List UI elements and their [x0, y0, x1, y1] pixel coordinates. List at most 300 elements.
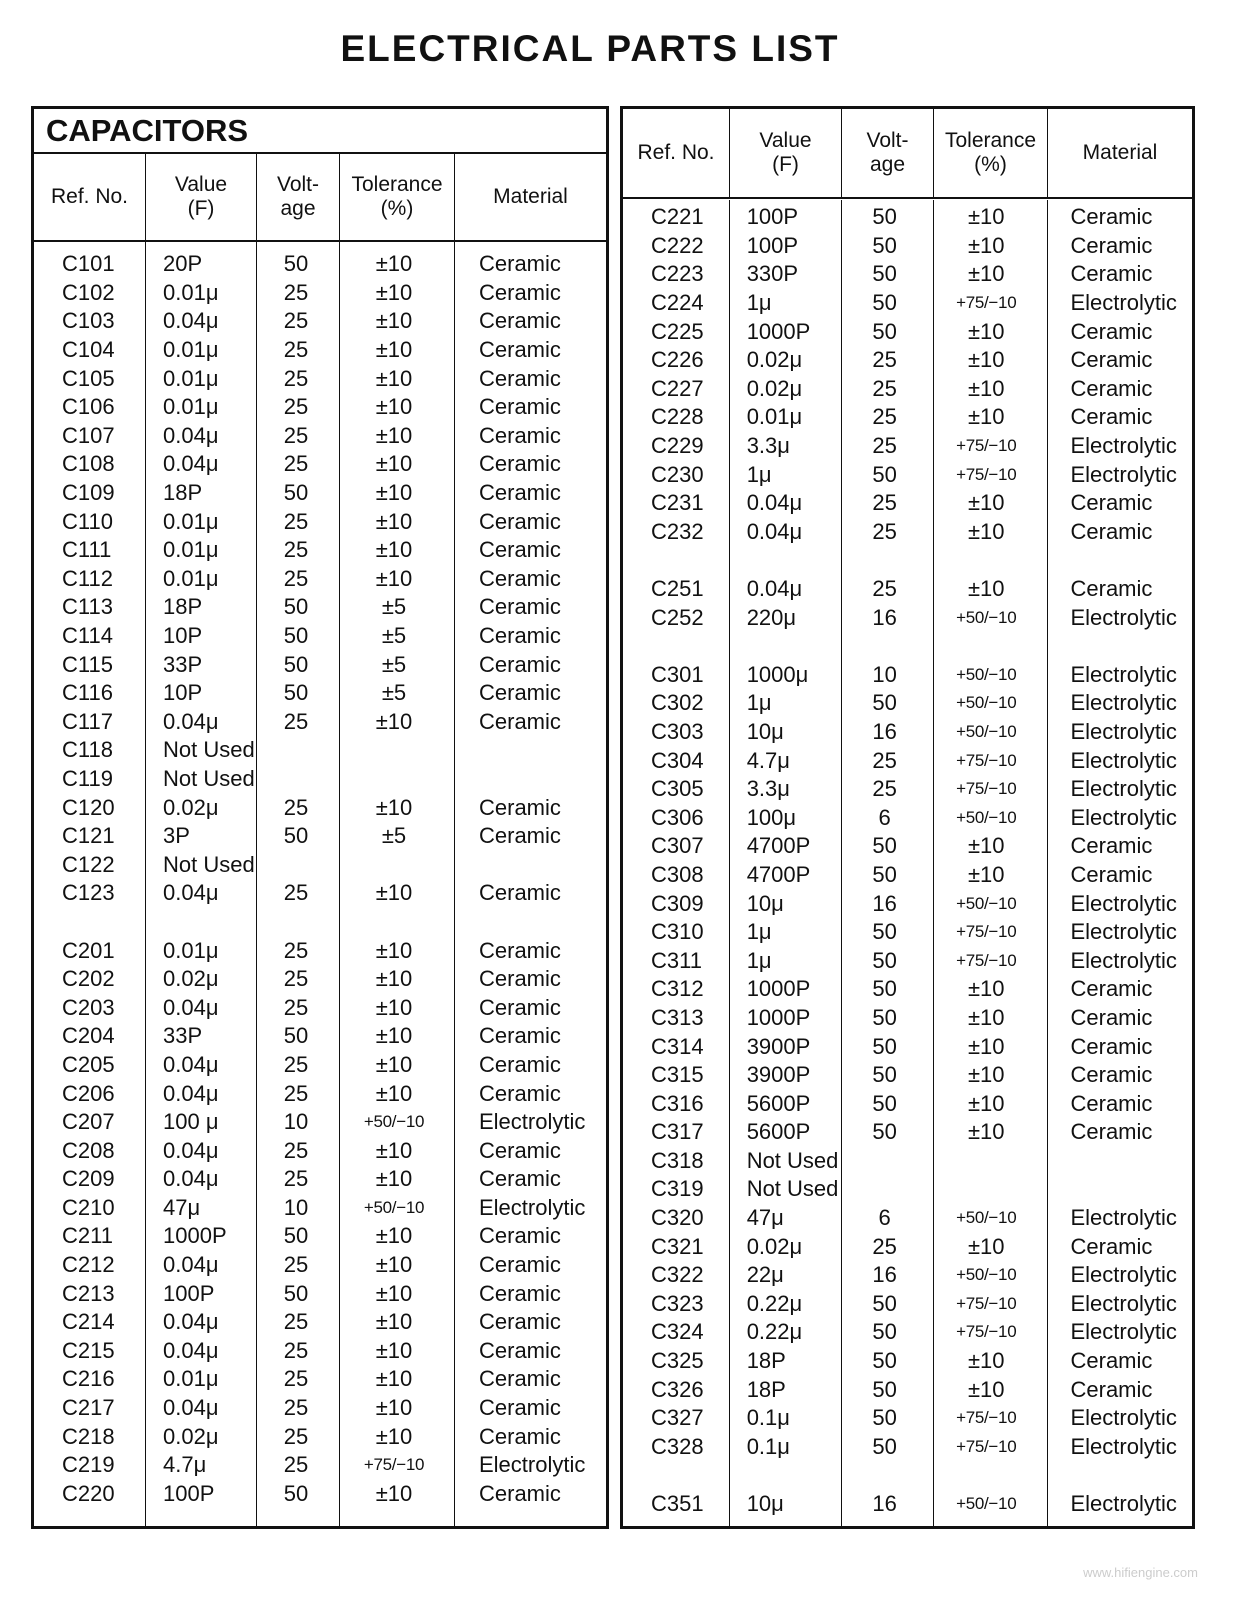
cell-tolerance: ±10: [375, 365, 413, 391]
cell-tolerance: ±10: [967, 1233, 1005, 1259]
header-volt-l1: Volt-: [866, 129, 909, 152]
watermark: www.hifiengine.com: [1083, 1565, 1198, 1580]
cell-voltage: 50: [283, 651, 309, 677]
cell-material: Ceramic: [479, 823, 561, 849]
cell-value: 0.01μ: [163, 394, 219, 420]
cell-value: 1000P: [746, 318, 811, 344]
cell-value: 10P: [163, 623, 203, 649]
table-row: [623, 1175, 1192, 1204]
cell-ref-no: C307: [651, 833, 704, 859]
cell-tolerance: ±10: [375, 1366, 413, 1392]
cell-voltage: 25: [283, 1252, 309, 1278]
cell-material: Electrolytic: [1070, 747, 1177, 773]
cell-value: Not Used: [163, 737, 255, 763]
capacitors-table-right: [620, 106, 1195, 1529]
cell-tolerance: +75/−10: [363, 1455, 425, 1475]
cell-value: 1μ: [746, 290, 772, 316]
cell-material: Ceramic: [479, 623, 561, 649]
cell-voltage: 25: [283, 1452, 309, 1478]
cell-value: 0.02μ: [746, 375, 803, 401]
cell-voltage: 50: [872, 861, 897, 887]
cell-tolerance: +50/−10: [363, 1112, 425, 1132]
cell-voltage: 50: [872, 1119, 897, 1145]
cell-value: 1000P: [163, 1223, 227, 1249]
cell-voltage: 25: [872, 747, 897, 773]
cell-value: 0.02μ: [163, 794, 219, 820]
cell-ref-no: C104: [62, 337, 115, 363]
cell-material: Electrolytic: [1070, 1319, 1177, 1345]
cell-tolerance: ±10: [967, 861, 1005, 887]
cell-tolerance: ±10: [967, 204, 1005, 230]
table-row: [34, 1222, 606, 1251]
header-tolerance-label: [945, 129, 1036, 177]
cell-ref-no: C123: [62, 880, 115, 906]
cell-voltage: 25: [283, 1137, 309, 1163]
cell-voltage: 50: [872, 1004, 897, 1030]
header-tol-l2: (%): [380, 197, 414, 220]
cell-material: Ceramic: [479, 1337, 561, 1363]
cell-tolerance: ±10: [375, 565, 413, 591]
cell-material: Ceramic: [479, 708, 561, 734]
cell-voltage: 25: [283, 365, 309, 391]
cell-voltage: 10: [872, 661, 897, 687]
cell-material: Ceramic: [1070, 232, 1153, 258]
cell-value: Not Used: [163, 765, 255, 791]
cell-material: Electrolytic: [1070, 690, 1177, 716]
cell-value: 0.02μ: [746, 1233, 803, 1259]
cell-voltage: 50: [872, 1405, 897, 1431]
table-row: [34, 822, 606, 851]
cell-value: 18P: [163, 594, 203, 620]
cell-tolerance: +50/−10: [956, 1494, 1017, 1514]
table-row: [34, 793, 606, 822]
table-row: [34, 736, 606, 765]
cell-ref-no: C121: [62, 823, 115, 849]
cell-ref-no: C231: [651, 490, 704, 516]
table-row: [623, 1433, 1192, 1462]
cell-voltage: 50: [283, 823, 309, 849]
cell-material: Electrolytic: [1070, 890, 1177, 916]
cell-material: Electrolytic: [1070, 461, 1177, 487]
cell-ref-no: C327: [651, 1405, 704, 1431]
cell-material: Electrolytic: [1070, 1405, 1177, 1431]
cell-tolerance: ±10: [375, 337, 413, 363]
table-row: [623, 289, 1192, 318]
cell-tolerance: ±10: [375, 279, 413, 305]
table-row: [623, 803, 1192, 832]
cell-tolerance: ±10: [967, 261, 1005, 287]
cell-tolerance: ±10: [375, 1137, 413, 1163]
cell-tolerance: ±10: [375, 1337, 413, 1363]
cell-material: Ceramic: [479, 880, 561, 906]
cell-ref-no: C312: [651, 976, 704, 1002]
table-row: [623, 403, 1192, 432]
cell-ref-no: C351: [651, 1491, 704, 1517]
header-material: [455, 154, 606, 240]
cell-material: Electrolytic: [1070, 433, 1177, 459]
table-row: [34, 679, 606, 708]
header-material-label: Material: [1082, 141, 1158, 164]
cell-ref-no: C222: [651, 232, 704, 258]
table-row: [623, 460, 1192, 489]
cell-material: Ceramic: [479, 994, 561, 1020]
table-row: [623, 518, 1192, 547]
table-row: [34, 1394, 606, 1423]
cell-tolerance: ±10: [375, 422, 413, 448]
cell-material: Ceramic: [1070, 861, 1153, 887]
cell-ref-no: C308: [651, 861, 704, 887]
table-row: [623, 346, 1192, 375]
cell-ref-no: C102: [62, 279, 115, 305]
cell-ref-no: C119: [62, 765, 113, 791]
cell-tolerance: ±5: [381, 823, 407, 849]
cell-tolerance: +75/−10: [956, 293, 1017, 313]
cell-voltage: 25: [283, 422, 309, 448]
cell-tolerance: ±10: [967, 375, 1005, 401]
cell-voltage: 50: [283, 251, 309, 277]
cell-value: 1μ: [746, 690, 772, 716]
header-tol-l2: (%): [974, 153, 1007, 176]
cell-value: 3.3μ: [746, 776, 790, 802]
table-row: [34, 1251, 606, 1280]
cell-voltage: 50: [872, 1376, 897, 1402]
cell-voltage: 25: [283, 279, 309, 305]
cell-voltage: 50: [872, 290, 897, 316]
table-row: [623, 889, 1192, 918]
cell-tolerance: ±10: [375, 1423, 413, 1449]
table-row: [34, 1279, 606, 1308]
cell-value: 10μ: [746, 718, 784, 744]
table-row: [34, 622, 606, 651]
cell-ref-no: C205: [62, 1051, 115, 1077]
cell-ref-no: C202: [62, 966, 115, 992]
cell-tolerance: +75/−10: [956, 1293, 1017, 1313]
header-value-l2: (F): [187, 197, 215, 220]
cell-value: 4700P: [746, 861, 811, 887]
table-row: [34, 1480, 606, 1509]
cell-voltage: 16: [872, 890, 897, 916]
header-voltage-label: [866, 129, 908, 177]
cell-voltage: 25: [283, 565, 309, 591]
cell-material: Ceramic: [479, 1223, 561, 1249]
cell-material: Ceramic: [479, 966, 561, 992]
cell-ref-no: C252: [651, 604, 704, 630]
cell-ref-no: C219: [62, 1452, 115, 1478]
cell-value: 18P: [163, 480, 203, 506]
cell-tolerance: ±10: [375, 451, 413, 477]
table-row: [34, 250, 606, 279]
cell-tolerance: ±10: [375, 1395, 413, 1421]
cell-voltage: 50: [872, 1033, 897, 1059]
cell-tolerance: ±10: [967, 318, 1005, 344]
cell-material: Ceramic: [1070, 204, 1153, 230]
cell-material: Ceramic: [1070, 576, 1153, 602]
cell-tolerance: ±10: [375, 480, 413, 506]
cell-material: Electrolytic: [1070, 804, 1177, 830]
table-row: [623, 432, 1192, 461]
cell-ref-no: C323: [651, 1290, 704, 1316]
cell-tolerance: +75/−10: [956, 1322, 1017, 1342]
cell-material: Ceramic: [479, 1023, 561, 1049]
cell-tolerance: ±10: [967, 1004, 1005, 1030]
cell-material: Ceramic: [479, 565, 561, 591]
cell-ref-no: C316: [651, 1090, 704, 1116]
table-row: [34, 422, 606, 451]
cell-voltage: 50: [283, 1280, 309, 1306]
table-row: [623, 1032, 1192, 1061]
cell-ref-no: C209: [62, 1166, 115, 1192]
cell-value: 0.1μ: [746, 1405, 790, 1431]
cell-voltage: 25: [872, 490, 897, 516]
cell-ref-no: C122: [62, 851, 115, 877]
cell-ref-no: C214: [62, 1309, 115, 1335]
cell-tolerance: ±10: [967, 1033, 1005, 1059]
cell-material: Ceramic: [479, 1252, 561, 1278]
cell-ref-no: C115: [62, 651, 113, 677]
table-row: [34, 279, 606, 308]
row-group: [623, 661, 1192, 1462]
cell-ref-no: C326: [651, 1376, 704, 1402]
cell-tolerance: ±10: [967, 404, 1005, 430]
cell-material: Electrolytic: [479, 1194, 586, 1220]
cell-ref-no: C107: [62, 422, 115, 448]
table-row: [623, 1290, 1192, 1319]
table-row: [623, 661, 1192, 690]
cell-tolerance: ±5: [381, 594, 407, 620]
cell-value: 47μ: [163, 1194, 201, 1220]
cell-tolerance: +75/−10: [956, 464, 1017, 484]
cell-tolerance: ±10: [967, 1062, 1005, 1088]
cell-tolerance: ±10: [375, 508, 413, 534]
cell-voltage: 50: [872, 204, 897, 230]
cell-ref-no: C324: [651, 1319, 704, 1345]
cell-material: Ceramic: [479, 365, 561, 391]
cell-material: Ceramic: [479, 1395, 561, 1421]
header-tol-l1: Tolerance: [351, 173, 443, 196]
cell-tolerance: ±10: [375, 708, 413, 734]
header-ref: [34, 154, 146, 240]
table-row: [623, 861, 1192, 890]
table-row: [34, 1165, 606, 1194]
row-group: [623, 1490, 1192, 1519]
cell-voltage: 16: [872, 1491, 897, 1517]
cell-tolerance: +50/−10: [956, 693, 1017, 713]
cell-tolerance: ±10: [375, 1023, 413, 1049]
cell-tolerance: ±10: [375, 1080, 413, 1106]
cell-material: Ceramic: [479, 422, 561, 448]
cell-tolerance: +50/−10: [956, 893, 1017, 913]
cell-voltage: 50: [872, 833, 897, 859]
cell-voltage: 25: [283, 880, 309, 906]
cell-value: 0.04μ: [746, 490, 803, 516]
cell-tolerance: ±10: [375, 880, 413, 906]
cell-value: Not Used: [746, 1147, 839, 1173]
cell-tolerance: ±10: [375, 1051, 413, 1077]
cell-voltage: 50: [872, 1348, 897, 1374]
cell-voltage: 25: [283, 1080, 309, 1106]
cell-voltage: 50: [283, 623, 309, 649]
cell-value: 100μ: [746, 804, 797, 830]
table-row: [34, 650, 606, 679]
cell-value: 0.04μ: [163, 994, 219, 1020]
cell-tolerance: ±10: [967, 1376, 1005, 1402]
table-row: [34, 450, 606, 479]
cell-voltage: 50: [872, 690, 897, 716]
table-row: [34, 1422, 606, 1451]
cell-voltage: 25: [283, 394, 309, 420]
header-value-l1: Value: [174, 173, 228, 196]
cell-voltage: 25: [872, 776, 897, 802]
header-volt-l2: age: [280, 197, 316, 220]
cell-tolerance: ±10: [967, 1119, 1005, 1145]
cell-tolerance: ±10: [375, 308, 413, 334]
cell-value: 0.02μ: [163, 1423, 219, 1449]
cell-voltage: 25: [872, 375, 897, 401]
cell-material: Ceramic: [1070, 1033, 1153, 1059]
cell-voltage: 25: [283, 937, 309, 963]
cell-value: 4.7μ: [746, 747, 790, 773]
cell-ref-no: C117: [62, 708, 113, 734]
header-tolerance: [340, 154, 455, 240]
cell-ref-no: C310: [651, 919, 704, 945]
cell-material: Ceramic: [1070, 1062, 1153, 1088]
table-row: [34, 1194, 606, 1223]
table-row: [623, 1490, 1192, 1519]
cell-voltage: 50: [283, 1480, 309, 1506]
header-volt-l1: Volt-: [276, 173, 320, 196]
cell-material: Ceramic: [1070, 261, 1153, 287]
table-row: [623, 1318, 1192, 1347]
table-row: [623, 975, 1192, 1004]
cell-ref-no: C306: [651, 804, 704, 830]
cell-tolerance: ±10: [375, 1480, 413, 1506]
cell-voltage: 50: [872, 919, 897, 945]
cell-ref-no: C230: [651, 461, 704, 487]
header-value-label: [759, 129, 811, 177]
cell-value: 100P: [746, 204, 799, 230]
cell-ref-no: C208: [62, 1137, 115, 1163]
cell-tolerance: ±10: [375, 1223, 413, 1249]
cell-ref-no: C228: [651, 404, 704, 430]
cell-voltage: 50: [872, 1062, 897, 1088]
table-row: [34, 708, 606, 737]
header-tol-l1: Tolerance: [944, 129, 1037, 152]
cell-voltage: 50: [283, 680, 309, 706]
row-group: [34, 936, 606, 1508]
cell-voltage: 50: [283, 480, 309, 506]
cell-value: 0.01μ: [163, 537, 219, 563]
cell-tolerance: +75/−10: [956, 1408, 1017, 1428]
cell-ref-no: C225: [651, 318, 704, 344]
cell-value: 10μ: [746, 1491, 784, 1517]
header-material-label: Material: [493, 185, 568, 208]
table-row: [34, 993, 606, 1022]
cell-value: 1μ: [746, 947, 772, 973]
cell-ref-no: C325: [651, 1348, 704, 1374]
cell-material: Ceramic: [479, 594, 561, 620]
cell-ref-no: C120: [62, 794, 115, 820]
cell-material: Ceramic: [479, 451, 561, 477]
cell-tolerance: +50/−10: [956, 721, 1017, 741]
cell-voltage: 25: [872, 1233, 897, 1259]
cell-material: Electrolytic: [1070, 947, 1177, 973]
table-row: [623, 1375, 1192, 1404]
cell-material: Ceramic: [479, 1080, 561, 1106]
header-voltage: [257, 154, 340, 240]
cell-voltage: 25: [872, 433, 897, 459]
cell-ref-no: C106: [62, 394, 115, 420]
header-tolerance-label: [351, 173, 442, 221]
cell-tolerance: ±10: [967, 347, 1005, 373]
cell-tolerance: ±10: [375, 966, 413, 992]
cell-ref-no: C232: [651, 518, 704, 544]
table-row: [34, 1308, 606, 1337]
cell-material: Ceramic: [479, 1051, 561, 1077]
header-volt-l2: age: [869, 153, 906, 176]
cell-voltage: 25: [283, 794, 309, 820]
header-value: [146, 154, 257, 240]
cell-value: Not Used: [163, 851, 255, 877]
cell-ref-no: C322: [651, 1262, 704, 1288]
cell-tolerance: ±10: [967, 232, 1005, 258]
cell-ref-no: C203: [62, 994, 115, 1020]
header-ref: [623, 109, 730, 197]
cell-tolerance: ±10: [967, 833, 1005, 859]
cell-value: 4.7μ: [163, 1452, 207, 1478]
cell-voltage: 50: [872, 261, 897, 287]
cell-ref-no: C103: [62, 308, 115, 334]
section-title: CAPACITORS: [34, 109, 606, 154]
cell-voltage: 25: [872, 576, 897, 602]
table-header: [34, 154, 606, 242]
cell-voltage: 25: [872, 347, 897, 373]
table-row: [623, 317, 1192, 346]
table-row: [34, 1079, 606, 1108]
table-body: [623, 203, 1192, 1518]
cell-ref-no: C110: [62, 508, 113, 534]
cell-tolerance: +75/−10: [956, 1436, 1017, 1456]
cell-value: 0.01μ: [163, 1366, 219, 1392]
cell-ref-no: C101: [62, 251, 115, 277]
table-row: [34, 1451, 606, 1480]
cell-material: Ceramic: [479, 794, 561, 820]
cell-ref-no: C224: [651, 290, 704, 316]
cell-voltage: 25: [283, 1051, 309, 1077]
cell-value: 0.04μ: [163, 1137, 219, 1163]
cell-voltage: 6: [878, 1205, 891, 1231]
cell-tolerance: +50/−10: [956, 807, 1017, 827]
cell-value: 0.04μ: [163, 880, 219, 906]
cell-material: Ceramic: [479, 394, 561, 420]
cell-ref-no: C112: [62, 565, 113, 591]
cell-voltage: 50: [872, 947, 897, 973]
cell-voltage: 25: [283, 337, 309, 363]
cell-ref-no: C304: [651, 747, 704, 773]
cell-value: 18P: [746, 1348, 786, 1374]
cell-value: 330P: [746, 261, 799, 287]
table-row: [34, 507, 606, 536]
cell-material: Ceramic: [479, 651, 561, 677]
cell-ref-no: C229: [651, 433, 704, 459]
cell-tolerance: +75/−10: [956, 950, 1017, 970]
table-row: [623, 946, 1192, 975]
cell-ref-no: C108: [62, 451, 115, 477]
cell-ref-no: C114: [62, 623, 113, 649]
cell-ref-no: C227: [651, 375, 704, 401]
cell-voltage: 25: [283, 1366, 309, 1392]
header-material: [1048, 109, 1192, 197]
cell-voltage: 25: [283, 308, 309, 334]
